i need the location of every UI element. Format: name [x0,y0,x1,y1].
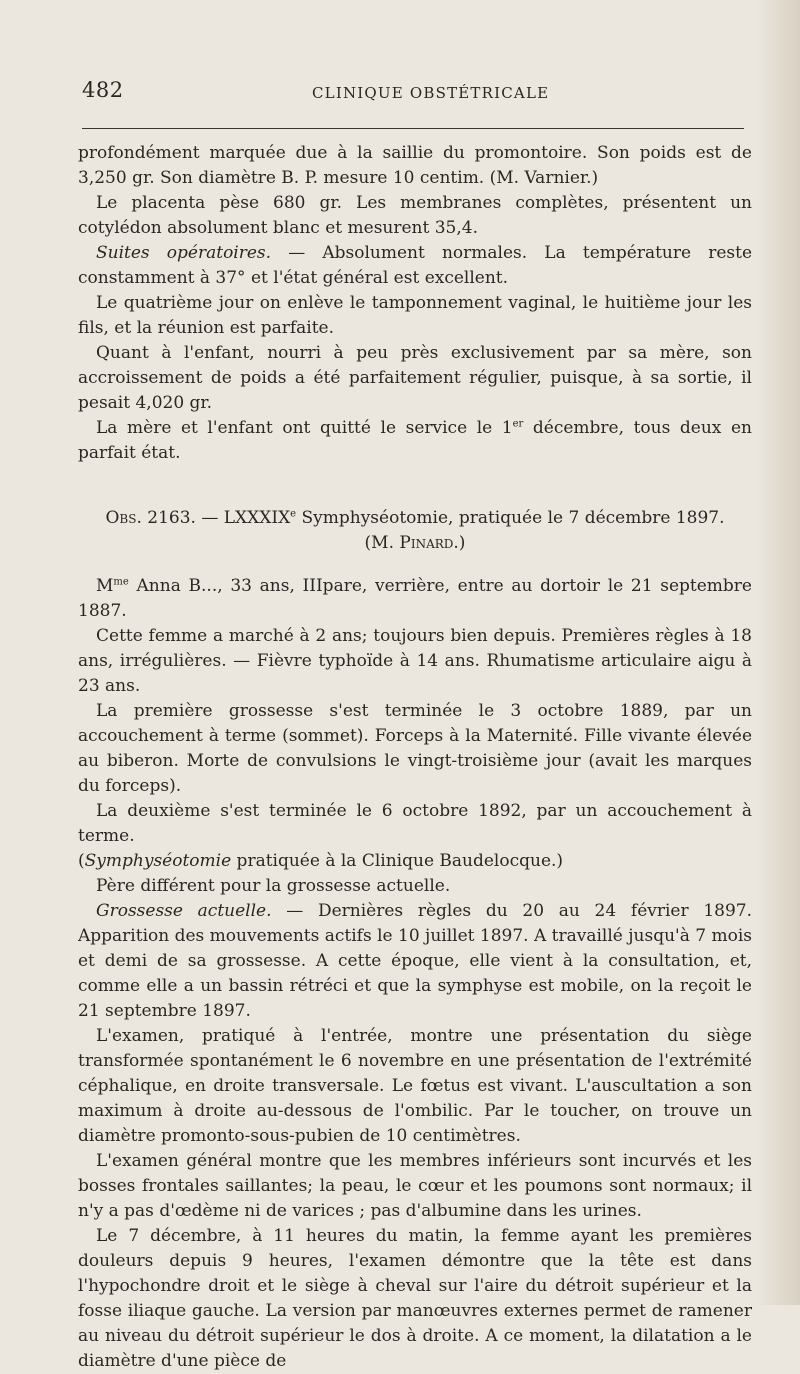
paragraph: Le placenta pèse 680 gr. Les membranes complètes, présentent un cotylédon absolument blanc et mesurent 35,4. [78,193,752,238]
page-edge-shadow [756,0,800,1305]
paragraph: La première grossesse s'est terminée le 3 octobre 1889, par un accouchement à terme (sommet). Forceps à la Maternité. Fille vivante élevée au biberon. Morte de convulsions le vingt-troisième jour (avait les marques du forceps). [78,701,752,796]
paragraph: L'examen général montre que les membres inférieurs sont incurvés et les bosses frontales saillantes; la peau, le cœur et les poumons sont normaux; il n'y a pas d'œdème ni de varices ; pas d'albumine dans les urines. [78,1151,752,1221]
section-lead: Grossesse actuelle. [96,901,272,921]
paragraph: (Symphyséotomie pratiquée à la Clinique Baudelocque.) [78,851,564,871]
running-head: CLINIQUE OBSTÉTRICALE [312,84,550,102]
paragraph: profondément marquée due à la saillie du promontoire. Son poids est de 3,250 gr. Son diamètre B. P. mesure 10 centim. (M. Varnier.) [78,143,752,188]
paragraph: $M^{me}$ Anna B..., 33 ans, IIIpare, verrière, entre au dortoir le 21 septembre 1887. [78,576,752,621]
paragraph: Le 7 décembre, à 11 heures du matin, la femme ayant les premières douleurs depuis 9 heures, l'examen démontre que la tête est dans l'hypochondre droit et le siège à cheval sur l'aire du détroit supérieur et la fosse iliaque gauche. La version par manœuvres externes permet de ramener au niveau du détroit supérieur le dos à droite. A ce moment, la dilatation a le diamètre d'une pièce de [78,1226,752,1371]
paragraph: L'examen, pratiqué à l'entrée, montre une présentation du siège transformée spontanément le 6 novembre en une présentation de l'extrémité céphalique, en droite transversale. Le fœtus est vivant. L'auscultation a son maximum à droite au-dessous de l'ombilic. Par le toucher, on trouve un diamètre promonto-sous-pubien de 10 centimètres. [78,1026,752,1146]
paragraph: Grossesse actuelle. — Dernières règles du 20 au 24 février 1897. Apparition des mouvements actifs le 10 juillet 1897. A travaillé jusqu'à 7 mois et demi de sa grossesse. A cette époque, elle vient à la consultation, et, comme elle a un bassin rétréci et que la symphyse est mobile, on la reçoit le 21 septembre 1897. [78,901,752,1021]
paragraph: Quant à l'enfant, nourri à peu près exclusivement par sa mère, son accroissement de poids a été parfaitement régulier, puisque, à sa sortie, il pesait 4,020 gr. [78,343,752,413]
paragraph: La deuxième s'est terminée le 6 octobre 1892, par un accouchement à terme. [78,801,752,846]
author-name: Pinard [399,533,454,553]
page-number: 482 [82,78,124,102]
header-rule [82,128,744,129]
observation-heading: Obs. 2163. — LXXXIXe Symphyséotomie, pratiquée le 7 décembre 1897. (M. Pinard.) [105,508,725,553]
paragraph: Père différent pour la grossesse actuelle. [96,876,451,896]
paragraph: La mère et l'enfant ont quitté le service le 1er décembre, tous deux en parfait état. [78,418,752,463]
paragraph: Le quatrième jour on enlève le tamponnement vaginal, le huitième jour les fils, et la réunion est parfaite. [78,293,752,338]
body-text [78,141,752,1374]
section-lead: Suites opératoires. [96,243,272,263]
obs-label: Obs. [105,508,142,528]
page-header [82,78,744,118]
paragraph: Cette femme a marché à 2 ans; toujours bien depuis. Premières règles à 18 ans, irrégulières. — Fièvre typhoïde à 14 ans. Rhumatisme articulaire aigu à 23 ans. [78,626,752,696]
paragraph: Suites opératoires. — Absolument normales. La température reste constamment à 37° et l'état général est excellent. [78,243,752,288]
